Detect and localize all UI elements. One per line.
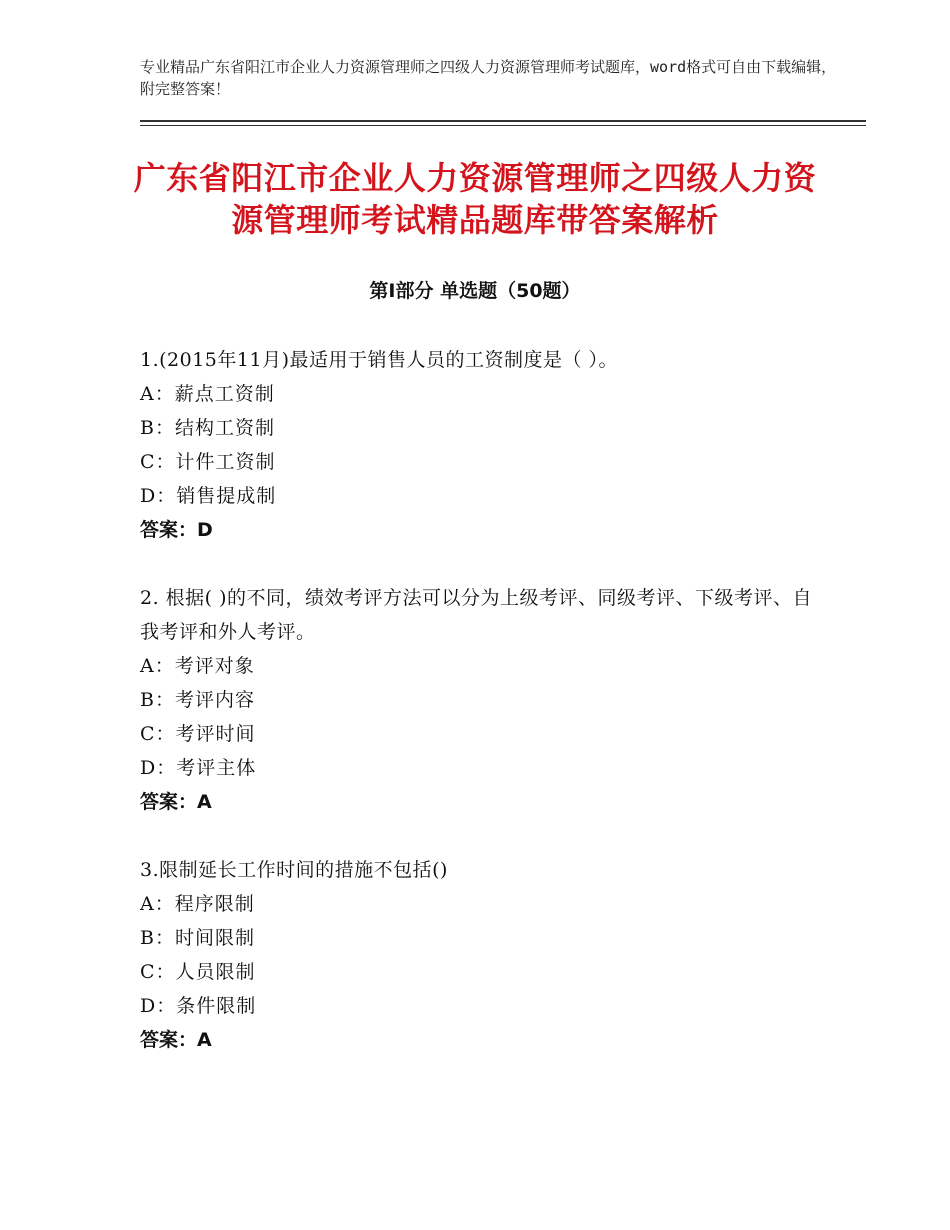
option-c: C：人员限制 [140,961,256,983]
question-list [140,343,820,1091]
option-b: B：考评内容 [140,689,255,711]
option-a: A：程序限制 [140,893,255,915]
document-title: 广东省阳江市企业人力资源管理师之四级人力资源管理师考试精品题库带答案解析 [133,159,817,239]
question-stem: 1.(2015年11月)最适用于销售人员的工资制度是（ ）。 [140,349,619,371]
answer: 答案：A [140,1029,212,1051]
section-title: 第Ⅰ部分 单选题（50题） [369,280,581,302]
option-d: D：销售提成制 [140,485,277,507]
answer: 答案：D [140,519,213,541]
question-stem: 3.限制延长工作时间的措施不包括() [140,859,448,881]
header-divider-thin [140,125,866,126]
option-a: A：考评对象 [140,655,255,677]
question-stem: 2. 根据( )的不同，绩效考评方法可以分为上级考评、同级考评、下级考评、自我考评和外人考评。 [140,587,813,643]
option-d: D：考评主体 [140,757,257,779]
header-divider-thick [140,120,866,122]
option-c: C：考评时间 [140,723,256,745]
question-2 [140,581,820,819]
option-d: D：条件限制 [140,995,257,1017]
option-a: A：薪点工资制 [140,383,275,405]
question-1 [140,343,820,547]
option-c: C：计件工资制 [140,451,276,473]
header-note: 专业精品广东省阳江市企业人力资源管理师之四级人力资源管理师考试题库，word格式可自由下载编辑，附完整答案！ [140,58,837,98]
question-3 [140,853,820,1057]
option-b: B：时间限制 [140,927,255,949]
option-b: B：结构工资制 [140,417,275,439]
answer: 答案：A [140,791,212,813]
